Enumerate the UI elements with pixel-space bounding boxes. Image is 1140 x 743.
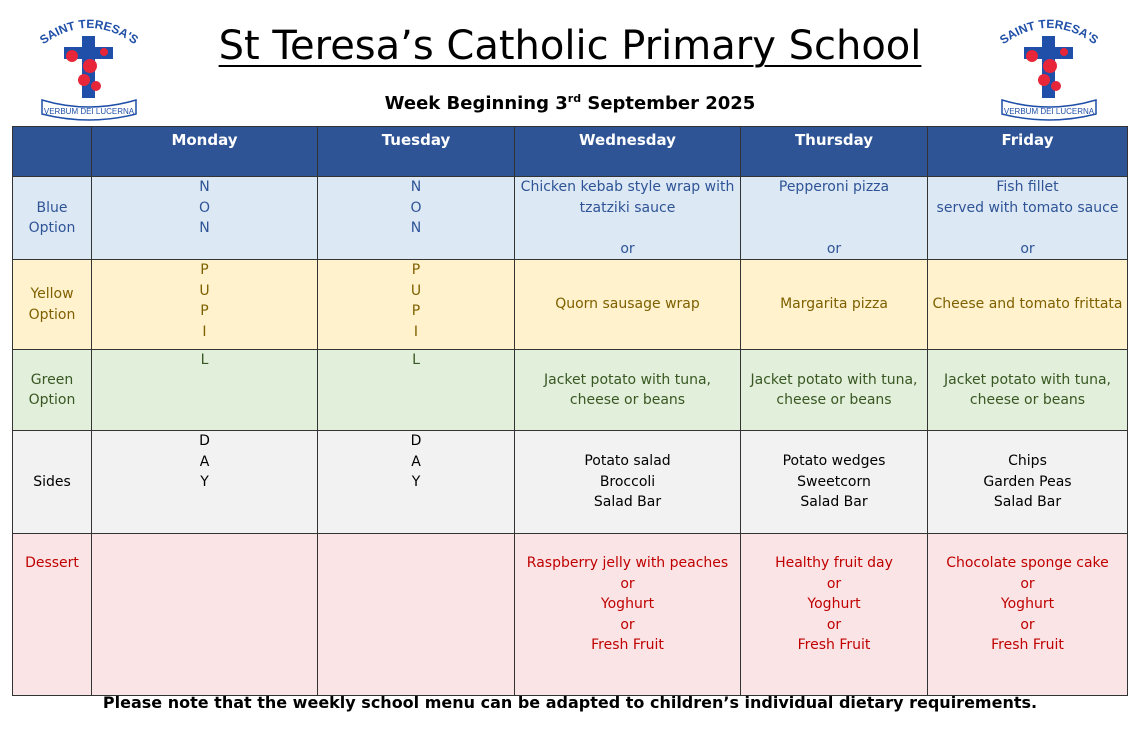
monday-green-cell: L bbox=[92, 350, 318, 431]
header-wednesday: Wednesday bbox=[515, 127, 741, 177]
dessert-row bbox=[13, 534, 1128, 696]
row-label-yellow-option: Yellow Option bbox=[13, 260, 92, 350]
wednesday-dessert-cell: Raspberry jelly with peaches or Yoghurt or Fresh Fruit bbox=[515, 534, 741, 696]
thursday-yellow-cell: Margarita pizza bbox=[741, 260, 928, 350]
wednesday-sides-cell: Potato salad Broccoli Salad Bar bbox=[515, 431, 741, 534]
header-monday: Monday bbox=[92, 127, 318, 177]
green-option-row bbox=[13, 350, 1128, 431]
thursday-blue-cell: Pepperoni pizza or bbox=[741, 177, 928, 260]
tuesday-green-cell: L bbox=[318, 350, 515, 431]
monday-sides-cell: D A Y bbox=[92, 431, 318, 534]
week-ordinal: rd bbox=[567, 92, 582, 105]
dietary-note: Please note that the weekly school menu can be adapted to children’s individual dietary requirements. bbox=[102, 693, 1038, 712]
thursday-green-cell: Jacket potato with tuna, cheese or beans bbox=[741, 350, 928, 431]
row-label-dessert: Dessert bbox=[13, 534, 92, 696]
svg-text:SAINT TERESA'S: SAINT TERESA'S bbox=[37, 16, 141, 47]
menu-header-row bbox=[13, 127, 1128, 177]
header-corner bbox=[13, 127, 92, 177]
svg-text:SAINT TERESA'S: SAINT TERESA'S bbox=[997, 16, 1101, 47]
svg-text:VERBUM DEI LUCERNA: VERBUM DEI LUCERNA bbox=[43, 107, 135, 116]
yellow-option-row bbox=[13, 260, 1128, 350]
tuesday-sides-cell: D A Y bbox=[318, 431, 515, 534]
svg-text:VERBUM DEI LUCERNA: VERBUM DEI LUCERNA bbox=[1003, 107, 1095, 116]
sides-row bbox=[13, 431, 1128, 534]
header-friday: Friday bbox=[928, 127, 1128, 177]
wednesday-blue-cell: Chicken kebab style wrap with tzatziki sauce or bbox=[515, 177, 741, 260]
row-label-blue-option: Blue Option bbox=[13, 177, 92, 260]
monday-yellow-cell: P U P I bbox=[92, 260, 318, 350]
header-thursday: Thursday bbox=[741, 127, 928, 177]
wednesday-yellow-cell: Quorn sausage wrap bbox=[515, 260, 741, 350]
week-beginning bbox=[0, 92, 1140, 114]
thursday-sides-cell: Potato wedges Sweetcorn Salad Bar bbox=[741, 431, 928, 534]
page-title bbox=[0, 20, 1140, 72]
tuesday-yellow-cell: P U P I bbox=[318, 260, 515, 350]
friday-sides-cell: Chips Garden Peas Salad Bar bbox=[928, 431, 1128, 534]
header-tuesday: Tuesday bbox=[318, 127, 515, 177]
monday-blue-cell: N O N bbox=[92, 177, 318, 260]
menu-table bbox=[12, 126, 1128, 696]
tuesday-dessert-cell bbox=[318, 534, 515, 696]
friday-yellow-cell: Cheese and tomato frittata bbox=[928, 260, 1128, 350]
wednesday-green-cell: Jacket potato with tuna, cheese or beans bbox=[515, 350, 741, 431]
thursday-dessert-cell: Healthy fruit day or Yoghurt or Fresh Fruit bbox=[741, 534, 928, 696]
friday-dessert-cell: Chocolate sponge cake or Yoghurt or Fresh Fruit bbox=[928, 534, 1128, 696]
row-label-sides: Sides bbox=[13, 431, 92, 534]
friday-green-cell: Jacket potato with tuna, cheese or beans bbox=[928, 350, 1128, 431]
monday-dessert-cell bbox=[92, 534, 318, 696]
week-suffix: September 2025 bbox=[581, 93, 756, 114]
row-label-green-option: Green Option bbox=[13, 350, 92, 431]
week-prefix: Week Beginning 3 bbox=[384, 93, 568, 114]
friday-blue-cell: Fish fillet served with tomato sauce or bbox=[928, 177, 1128, 260]
page-title-text: St Teresa’s Catholic Primary School bbox=[218, 23, 922, 69]
tuesday-blue-cell: N O N bbox=[318, 177, 515, 260]
blue-option-row bbox=[13, 177, 1128, 260]
